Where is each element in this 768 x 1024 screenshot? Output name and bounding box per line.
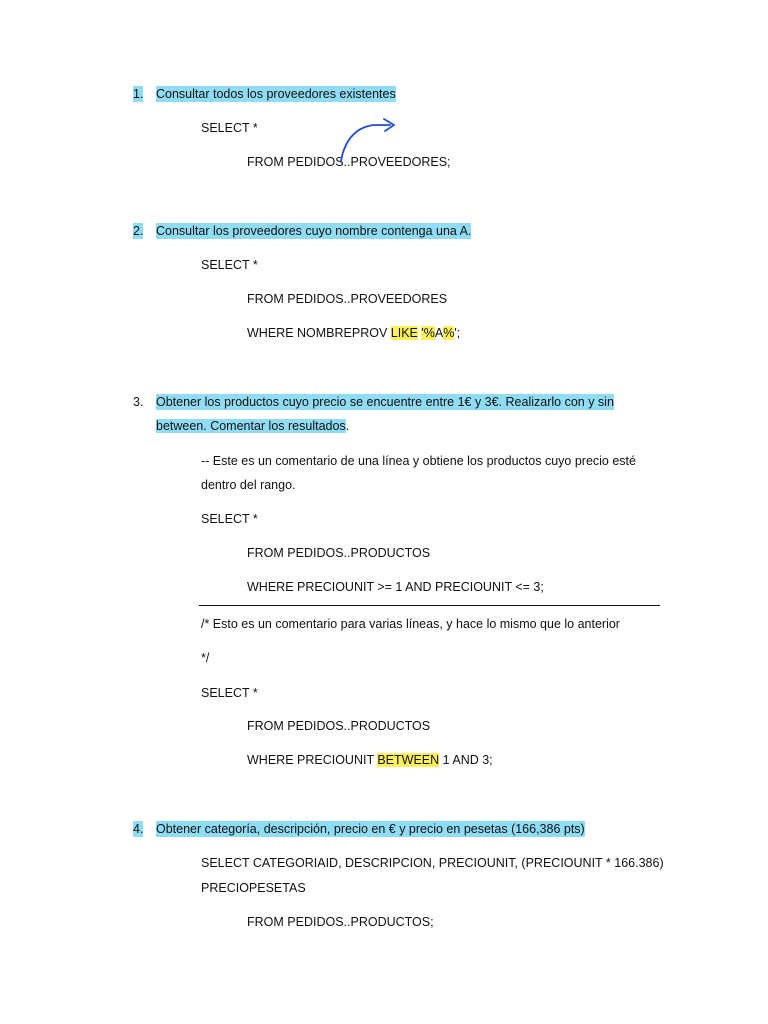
sql-comment: -- Este es un comentario de una línea y obtiene los productos cuyo precio esté bbox=[201, 454, 636, 468]
sql-where-like bbox=[247, 325, 460, 341]
sql-fragment: A bbox=[434, 326, 444, 340]
question-text: Consultar todos los proveedores existentes bbox=[156, 87, 396, 101]
question-number: 4. bbox=[133, 822, 144, 836]
sql-line: FROM PEDIDOS..PROVEEDORES; bbox=[247, 155, 451, 169]
sql-line: SELECT * bbox=[201, 121, 258, 135]
sql-line: FROM PEDIDOS..PROVEEDORES bbox=[247, 292, 448, 306]
question-number: 1. bbox=[133, 87, 144, 101]
sql-line: FROM PEDIDOS..PRODUCTOS; bbox=[247, 915, 434, 929]
keyword-highlight: % bbox=[443, 326, 455, 340]
sql-line: PRECIOPESETAS bbox=[201, 881, 306, 895]
question-text: Obtener categoría, descripción, precio en € y precio en pesetas (166,386 pts) bbox=[156, 822, 585, 836]
question-number: 3. bbox=[133, 395, 144, 409]
keyword-highlight: LIKE bbox=[390, 326, 418, 340]
question-period: . bbox=[345, 419, 350, 433]
sql-fragment: WHERE NOMBREPROV bbox=[247, 326, 391, 340]
sql-line: SELECT CATEGORIAID, DESCRIPCION, PRECIOUNIT, (PRECIOUNIT * 166.386) bbox=[201, 856, 664, 870]
sql-where-between bbox=[247, 752, 493, 768]
keyword-highlight: '% bbox=[421, 326, 435, 340]
question-text: between. Comentar los resultados bbox=[156, 419, 346, 433]
question-text: Obtener los productos cuyo precio se encuentre entre 1€ y 3€. Realizarlo con y sin bbox=[156, 395, 614, 409]
sql-line: SELECT * bbox=[201, 686, 258, 700]
sql-line: SELECT * bbox=[201, 512, 258, 526]
sql-line: FROM PEDIDOS..PRODUCTOS bbox=[247, 719, 431, 733]
sql-fragment: '; bbox=[454, 326, 461, 340]
sql-line: WHERE PRECIOUNIT >= 1 AND PRECIOUNIT <= 3; bbox=[247, 580, 544, 594]
question-text: Consultar los proveedores cuyo nombre contenga una A. bbox=[156, 224, 472, 238]
sql-block-comment: */ bbox=[201, 651, 210, 665]
hand-drawn-arrow-icon bbox=[336, 115, 400, 167]
keyword-highlight: BETWEEN bbox=[377, 753, 440, 767]
sql-block-comment: /* Esto es un comentario para varias líneas, y hace lo mismo que lo anterior bbox=[201, 617, 620, 631]
sql-fragment: WHERE PRECIOUNIT bbox=[247, 753, 378, 767]
sql-comment: dentro del rango. bbox=[201, 478, 296, 492]
question-text-continued bbox=[156, 418, 349, 434]
sql-fragment: 1 AND 3; bbox=[439, 753, 493, 767]
question-number: 2. bbox=[133, 224, 144, 238]
sql-line: SELECT * bbox=[201, 258, 258, 272]
sql-line: FROM PEDIDOS..PRODUCTOS bbox=[247, 546, 431, 560]
divider bbox=[199, 605, 660, 606]
